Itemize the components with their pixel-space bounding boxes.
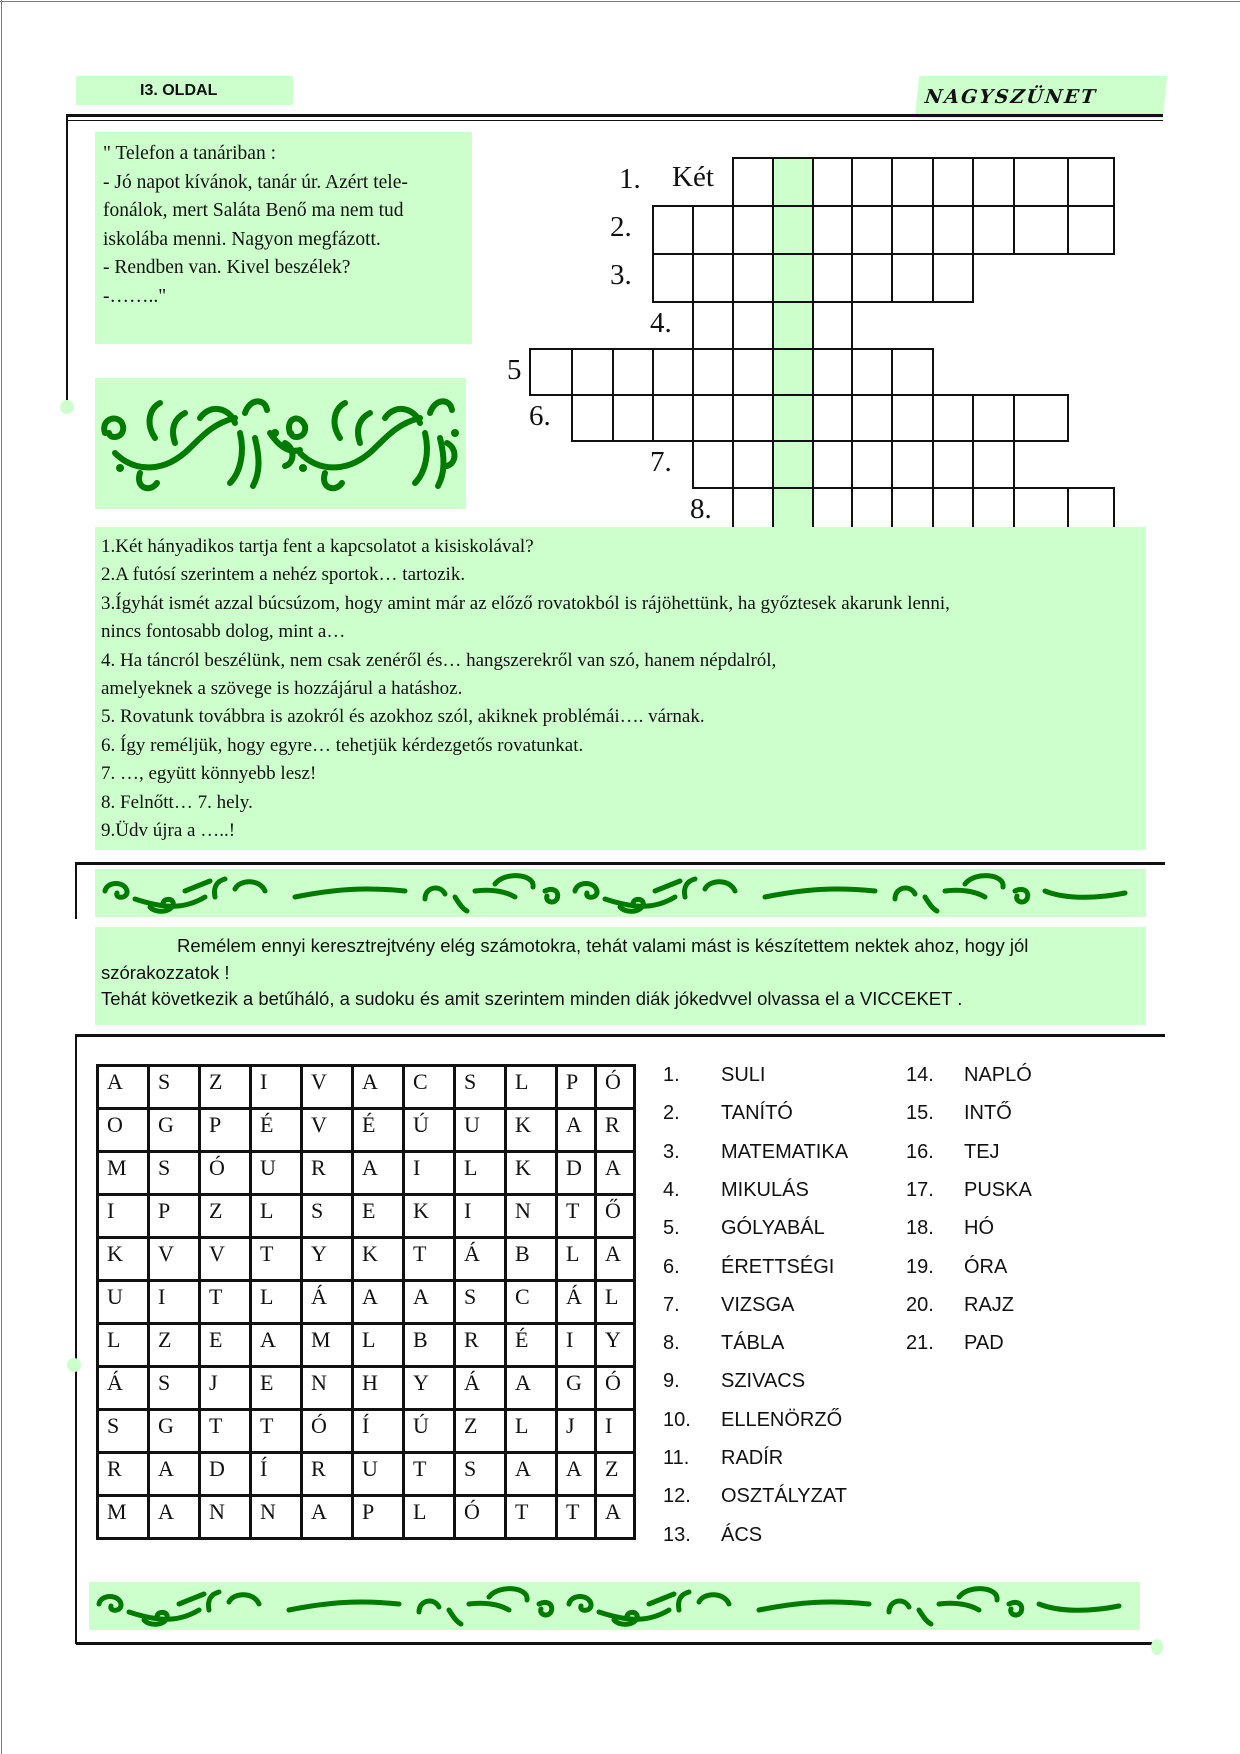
word-search-cell[interactable]: Y [302, 1238, 353, 1281]
word-search-cell[interactable]: S [455, 1066, 506, 1109]
word-search-cell[interactable]: D [557, 1152, 596, 1195]
word-search-cell[interactable]: A [506, 1367, 557, 1410]
decorative-dot [67, 1358, 81, 1372]
word-search-grid [96, 1064, 636, 1540]
intro-text-box [95, 927, 1146, 1025]
word-search-cell[interactable]: S [455, 1281, 506, 1324]
word-list-word: RADÍR [721, 1447, 784, 1469]
word-search-cell[interactable]: Á [98, 1367, 149, 1410]
word-search-cell[interactable]: T [251, 1238, 302, 1281]
crossword-cell[interactable] [1013, 205, 1069, 255]
crossword-cell[interactable] [732, 348, 774, 396]
word-search-cell[interactable]: É [353, 1109, 404, 1152]
crossword-cell[interactable] [812, 348, 853, 396]
word-search-cell[interactable]: N [200, 1496, 251, 1539]
word-search-cell[interactable]: Ó [596, 1367, 635, 1410]
clue-line: 1.Két hányadikos tartja fent a kapcsolatot a kisiskolával? [101, 536, 534, 557]
word-list-number: 19. [906, 1255, 934, 1278]
crossword-cell[interactable] [612, 348, 654, 396]
word-list-number: 9. [663, 1370, 680, 1393]
word-search-cell[interactable]: I [251, 1066, 302, 1109]
word-search-cell[interactable]: Ó [302, 1410, 353, 1453]
word-list-number: 8. [663, 1332, 680, 1355]
word-search-cell[interactable]: A [596, 1238, 635, 1281]
word-search-cell[interactable]: A [596, 1152, 635, 1195]
ornament-strip [89, 1582, 1140, 1630]
word-search-cell[interactable]: L [251, 1281, 302, 1324]
word-search-cell[interactable]: U [98, 1281, 149, 1324]
crossword-row-number: 4. [650, 307, 672, 339]
crossword-cell[interactable] [732, 440, 774, 489]
word-search-row [98, 1152, 635, 1195]
word-search-cell[interactable]: A [98, 1066, 149, 1109]
word-search-cell[interactable]: É [506, 1324, 557, 1367]
crossword-row-number: 6. [529, 400, 551, 432]
decorative-dot [1151, 1639, 1163, 1655]
word-search-cell[interactable]: U [251, 1152, 302, 1195]
crossword-cell[interactable] [851, 205, 893, 255]
crossword-cell[interactable] [529, 348, 573, 396]
crossword-cell[interactable] [851, 348, 893, 396]
word-search-cell[interactable]: L [455, 1152, 506, 1195]
crossword-cell[interactable] [1067, 157, 1115, 207]
word-search-cell[interactable]: K [353, 1238, 404, 1281]
page-border [1, 0, 2, 1754]
intro-line: szórakozzatok ! [101, 961, 230, 983]
word-list-word: NAPLÓ [964, 1064, 1032, 1086]
word-search-cell[interactable]: I [455, 1195, 506, 1238]
word-list-word: GÓLYABÁL [721, 1217, 825, 1240]
word-search-cell[interactable]: T [506, 1496, 557, 1539]
flourish-ornament [95, 869, 1146, 917]
word-search-cell[interactable]: S [302, 1195, 353, 1238]
word-list-word: SZIVACS [721, 1370, 806, 1393]
crossword-cell[interactable] [1067, 205, 1115, 255]
word-search-cell[interactable]: M [98, 1152, 149, 1195]
clue-line: amelyeknek a szövege is hozzájárul a hatáshoz. [101, 678, 463, 700]
word-list-number: 18. [906, 1217, 934, 1240]
joke-line: " Telefon a tanáriban : [103, 143, 276, 164]
crossword-cell[interactable] [932, 253, 974, 303]
word-search-cell[interactable]: L [506, 1066, 557, 1109]
crossword-cell[interactable] [652, 205, 694, 255]
word-search-cell[interactable]: Z [149, 1324, 200, 1367]
word-list-number: 10. [663, 1408, 691, 1431]
word-search-cell[interactable]: M [302, 1324, 353, 1367]
word-search-cell[interactable]: Á [455, 1238, 506, 1281]
joke-line: iskolába menni. Nagyon megfázott. [103, 228, 381, 250]
frame-line [67, 114, 1163, 117]
word-search-cell[interactable]: R [302, 1152, 353, 1195]
word-search-cell[interactable]: S [149, 1367, 200, 1410]
clue-line: 2.A futósí szerintem a nehéz sportok… tartozik. [101, 564, 466, 586]
word-search-cell[interactable]: T [404, 1238, 455, 1281]
word-search-cell[interactable]: L [98, 1324, 149, 1367]
word-search-cell[interactable]: V [302, 1109, 353, 1152]
crossword-cell[interactable] [891, 205, 934, 255]
word-list-number: 2. [663, 1102, 680, 1125]
word-search-cell[interactable]: D [200, 1453, 251, 1496]
word-search-row [98, 1453, 635, 1496]
word-search-cell[interactable]: L [557, 1238, 596, 1281]
word-list-number: 1. [663, 1064, 680, 1086]
word-search-cell[interactable]: A [353, 1281, 404, 1324]
crossword-cell[interactable] [891, 440, 934, 489]
word-search-cell[interactable]: C [506, 1281, 557, 1324]
word-list-number: 14. [906, 1064, 934, 1086]
word-search-cell[interactable]: M [98, 1496, 149, 1539]
frame-line [76, 1034, 1165, 1037]
word-search-cell[interactable]: Ő [596, 1195, 635, 1238]
word-search-cell[interactable]: O [98, 1109, 149, 1152]
word-search-cell[interactable]: J [200, 1367, 251, 1410]
word-search-cell[interactable]: A [353, 1152, 404, 1195]
word-search-cell[interactable]: R [455, 1324, 506, 1367]
crossword-key-cell[interactable] [772, 205, 814, 255]
crossword-cell[interactable] [692, 253, 734, 303]
crossword-cell[interactable] [932, 205, 974, 255]
word-list-number: 21. [906, 1332, 934, 1355]
word-search-cell[interactable]: Z [200, 1195, 251, 1238]
word-list-word: TEJ [964, 1140, 1000, 1163]
word-search-cell[interactable]: I [404, 1152, 455, 1195]
word-list-number: 5. [663, 1217, 680, 1240]
clue-line: 5. Rovatunk továbbra is azokról és azokhoz szól, akiknek problémái…. várnak. [101, 706, 705, 728]
crossword-cell[interactable] [891, 157, 934, 207]
crossword-cell[interactable] [812, 205, 853, 255]
word-search-cell[interactable]: N [251, 1496, 302, 1539]
word-list-number: 13. [663, 1523, 691, 1546]
word-list-word: TANÍTÓ [721, 1102, 793, 1125]
word-search-row [98, 1195, 635, 1238]
clue-line: 6. Így reméljük, hogy egyre… tehetjük kérdezgetős rovatunkat. [101, 734, 584, 756]
word-search-cell[interactable]: H [353, 1367, 404, 1410]
frame-line [76, 1642, 1158, 1645]
word-search-cell[interactable]: A [557, 1453, 596, 1496]
word-search-cell[interactable]: A [353, 1066, 404, 1109]
word-search-cell[interactable]: B [404, 1324, 455, 1367]
crossword-key-cell[interactable] [772, 301, 814, 350]
crossword-cell[interactable] [732, 157, 774, 207]
word-search-row [98, 1410, 635, 1453]
clue-line: 3.Ígyhát ismét azzal búcsúzom, hogy amint már az előző rovatokból is rájöhettünk, ha győztesek akarunk lenni, [101, 592, 950, 614]
word-search-cell[interactable]: Y [596, 1324, 635, 1367]
word-search-cell[interactable]: S [455, 1453, 506, 1496]
crossword-cell[interactable] [891, 348, 934, 396]
word-search-cell[interactable]: G [149, 1109, 200, 1152]
word-search-cell[interactable]: J [557, 1410, 596, 1453]
word-search-cell[interactable]: S [149, 1152, 200, 1195]
joke-line: - Jó napot kívánok, tanár úr. Azért tele- [103, 171, 408, 193]
word-search-cell[interactable]: I [149, 1281, 200, 1324]
crossword-key-cell[interactable] [772, 157, 814, 207]
word-search-cell[interactable]: P [149, 1195, 200, 1238]
crossword-cell[interactable] [652, 394, 694, 442]
crossword-cell[interactable] [612, 394, 654, 442]
word-search-cell[interactable]: C [404, 1066, 455, 1109]
crossword-row-number: 7. [650, 446, 672, 478]
frame-line [75, 862, 77, 919]
magazine-title: NAGYSZÜNET [915, 76, 1167, 118]
word-list-word: HÓ [964, 1217, 994, 1240]
crossword-key-cell[interactable] [772, 253, 814, 303]
word-list-word: OSZTÁLYZAT [721, 1485, 847, 1508]
crossword-cell[interactable] [571, 348, 614, 396]
word-list-word: INTŐ [964, 1102, 1012, 1125]
word-search-cell[interactable]: Á [455, 1367, 506, 1410]
crossword-cell[interactable] [972, 440, 1015, 489]
word-list-number: 20. [906, 1293, 934, 1316]
word-list-word: ÓRA [964, 1255, 1008, 1278]
word-search-cell[interactable]: V [149, 1238, 200, 1281]
word-search-cell[interactable]: T [557, 1496, 596, 1539]
word-search-cell[interactable]: L [404, 1496, 455, 1539]
word-search-cell[interactable]: T [200, 1281, 251, 1324]
word-list-word: PAD [964, 1332, 1004, 1355]
word-search-cell[interactable]: N [506, 1195, 557, 1238]
word-search-cell[interactable]: T [557, 1195, 596, 1238]
crossword-cell[interactable] [812, 157, 853, 207]
crossword-key-cell[interactable] [772, 440, 814, 489]
crossword-cell[interactable] [732, 205, 774, 255]
word-search-cell[interactable]: L [353, 1324, 404, 1367]
word-list-word: ÉRETTSÉGI [721, 1255, 835, 1278]
word-list-number: 15. [906, 1102, 934, 1125]
word-search-cell[interactable]: A [506, 1453, 557, 1496]
word-search-row [98, 1496, 635, 1539]
intro-line: Remélem ennyi keresztrejtvény elég számotokra, tehát valami mást is készítettem nektek ahoz, hogy jól [177, 935, 1029, 956]
clue-line: 8. Felnőtt… 7. hely. [101, 791, 253, 813]
crossword-cell[interactable] [692, 440, 734, 489]
word-search-cell[interactable]: G [557, 1367, 596, 1410]
word-search-cell[interactable]: Ó [596, 1066, 635, 1109]
crossword-cell[interactable] [652, 348, 694, 396]
word-search-cell[interactable]: R [98, 1453, 149, 1496]
flourish-ornament [89, 1582, 1140, 1630]
flourish-ornament [95, 378, 466, 509]
crossword-cell[interactable] [732, 253, 774, 303]
word-list-number: 4. [663, 1178, 680, 1201]
word-search-cell[interactable]: R [302, 1453, 353, 1496]
crossword-row-number: 5 [507, 354, 522, 386]
word-search-cell[interactable]: G [149, 1410, 200, 1453]
crossword-cell[interactable] [692, 394, 734, 442]
crossword-row-number: 2. [610, 211, 632, 243]
word-search-cell[interactable]: Ú [404, 1410, 455, 1453]
clue-line: 9.Üdv újra a …..! [101, 820, 236, 842]
word-search-row [98, 1066, 635, 1109]
word-search-cell[interactable]: I [98, 1195, 149, 1238]
word-search-cell[interactable]: T [251, 1410, 302, 1453]
word-list-number: 3. [663, 1140, 680, 1163]
crossword-first-word: Két [672, 161, 714, 193]
word-search-cell[interactable]: U [455, 1109, 506, 1152]
frame-line [75, 1034, 77, 1644]
word-search-cell[interactable]: A [302, 1496, 353, 1539]
word-search-cell[interactable]: Ó [455, 1496, 506, 1539]
crossword-row-number: 1. [619, 163, 641, 195]
crossword-row-number: 3. [610, 259, 632, 291]
crossword-cell[interactable] [932, 440, 974, 489]
crossword-cell[interactable] [851, 253, 893, 303]
intro-line: Tehát következik a betűháló, a sudoku és amit szerintem minden diák jókedvvel olvassa el a VICCEKET . [101, 988, 963, 1009]
frame-line [76, 862, 1165, 865]
word-search-cell[interactable]: Z [596, 1453, 635, 1496]
clue-line: nincs fontosabb dolog, mint a… [101, 621, 346, 643]
word-search-cell[interactable]: A [557, 1109, 596, 1152]
word-search-cell[interactable]: A [251, 1324, 302, 1367]
decorative-dot [60, 400, 74, 414]
word-list-word: TÁBLA [721, 1332, 785, 1355]
ornament-banner [95, 378, 466, 509]
word-search-cell[interactable]: A [149, 1496, 200, 1539]
ornament-strip [95, 869, 1146, 917]
crossword-cell[interactable] [732, 301, 774, 350]
word-search-row [98, 1109, 635, 1152]
word-list-word: ELLENÖRZŐ [721, 1408, 843, 1431]
word-search-cell[interactable]: Ú [404, 1109, 455, 1152]
word-search-cell[interactable]: Á [557, 1281, 596, 1324]
word-search-cell[interactable]: K [506, 1152, 557, 1195]
word-search-cell[interactable]: A [596, 1496, 635, 1539]
word-search-cell[interactable]: P [557, 1066, 596, 1109]
crossword-cell[interactable] [812, 301, 853, 350]
crossword-cell[interactable] [812, 440, 853, 489]
word-search-row [98, 1367, 635, 1410]
word-search-row [98, 1238, 635, 1281]
word-search-cell[interactable]: Z [455, 1410, 506, 1453]
word-list-word: VIZSGA [721, 1293, 795, 1316]
word-search-cell[interactable]: N [302, 1367, 353, 1410]
crossword-cell[interactable] [932, 394, 974, 442]
word-search-cell[interactable]: K [404, 1195, 455, 1238]
crossword-cell[interactable] [692, 205, 734, 255]
word-search-cell[interactable]: V [200, 1238, 251, 1281]
crossword-cell[interactable] [692, 348, 734, 396]
word-search-cell[interactable]: Á [302, 1281, 353, 1324]
word-search-cell[interactable]: Z [200, 1066, 251, 1109]
word-search-cell[interactable]: É [251, 1109, 302, 1152]
joke-line: fonálok, mert Saláta Benő ma nem tud [103, 200, 404, 221]
crossword-cell[interactable] [812, 394, 853, 442]
word-search-cell[interactable]: L [596, 1281, 635, 1324]
word-search-cell[interactable]: Y [404, 1367, 455, 1410]
crossword-cell[interactable] [932, 157, 974, 207]
crossword-cell[interactable] [732, 394, 774, 442]
word-search-cell[interactable]: E [200, 1324, 251, 1367]
crossword-cell[interactable] [972, 205, 1015, 255]
word-list-number: 7. [663, 1293, 680, 1316]
word-search-cell[interactable]: K [506, 1109, 557, 1152]
word-search-cell[interactable]: E [251, 1367, 302, 1410]
page-number-label: I3. OLDAL [76, 76, 293, 105]
clue-line: 4. Ha táncról beszélünk, nem csak zenéről és… hangszerekről van szó, hanem népdalról, [101, 649, 777, 671]
word-search-row [98, 1281, 635, 1324]
crossword-clues [95, 527, 1146, 850]
word-search-cell[interactable]: L [251, 1195, 302, 1238]
crossword-cell[interactable] [812, 253, 853, 303]
word-list-word: PUSKA [964, 1178, 1032, 1201]
word-list-word: MIKULÁS [721, 1178, 809, 1201]
word-search-cell[interactable]: T [200, 1410, 251, 1453]
word-search-cell[interactable]: E [353, 1195, 404, 1238]
crossword-cell[interactable] [972, 157, 1015, 207]
word-list-word: MATEMATIKA [721, 1140, 849, 1163]
joke-line: -…….." [103, 285, 167, 307]
crossword-cell[interactable] [1013, 157, 1069, 207]
word-list-word: ÁCS [721, 1523, 763, 1546]
word-search-cell[interactable]: K [98, 1238, 149, 1281]
word-search-cell[interactable]: A [404, 1281, 455, 1324]
crossword-row-number: 8. [690, 493, 712, 525]
word-search-cell[interactable]: Í [251, 1453, 302, 1496]
word-search-cell[interactable]: P [353, 1496, 404, 1539]
word-search-cell[interactable]: Í [353, 1410, 404, 1453]
word-list-number: 11. [663, 1447, 690, 1469]
word-search-cell[interactable]: R [596, 1109, 635, 1152]
joke-box [95, 132, 472, 344]
word-search-cell[interactable]: B [506, 1238, 557, 1281]
word-search-cell[interactable]: L [506, 1410, 557, 1453]
crossword-key-cell[interactable] [772, 348, 814, 396]
crossword-cell[interactable] [1013, 394, 1069, 442]
word-list-word: SULI [721, 1064, 766, 1086]
crossword-cell[interactable] [692, 301, 734, 350]
word-search-cell[interactable]: V [302, 1066, 353, 1109]
clue-line: 7. …, együtt könnyebb lesz! [101, 763, 317, 785]
page-border [0, 1, 1240, 2]
word-search-cell[interactable]: A [149, 1453, 200, 1496]
crossword-cell[interactable] [652, 253, 694, 303]
crossword-key-cell[interactable] [772, 394, 814, 442]
word-search-cell[interactable]: Ó [200, 1152, 251, 1195]
word-search-cell[interactable]: S [149, 1066, 200, 1109]
word-search-cell[interactable]: I [596, 1410, 635, 1453]
crossword-cell[interactable] [851, 440, 893, 489]
crossword-cell[interactable] [891, 253, 934, 303]
crossword-cell[interactable] [851, 157, 893, 207]
word-list-word: RAJZ [964, 1293, 1014, 1316]
word-search-cell[interactable]: T [404, 1453, 455, 1496]
word-list-number: 17. [906, 1178, 934, 1201]
crossword-cell[interactable] [851, 394, 893, 442]
frame-line [67, 120, 1163, 121]
word-search-cell[interactable]: P [200, 1109, 251, 1152]
word-list-number: 6. [663, 1255, 680, 1278]
word-search-cell[interactable]: I [557, 1324, 596, 1367]
crossword-cell[interactable] [891, 394, 934, 442]
crossword-cell[interactable] [972, 394, 1015, 442]
word-list-number: 12. [663, 1485, 691, 1508]
frame-line [66, 114, 68, 404]
word-search-row [98, 1324, 635, 1367]
crossword-cell[interactable] [571, 394, 614, 442]
word-search-cell[interactable]: S [98, 1410, 149, 1453]
word-search-cell[interactable]: U [353, 1453, 404, 1496]
word-list-number: 16. [906, 1140, 934, 1163]
joke-line: - Rendben van. Kivel beszélek? [103, 257, 351, 278]
